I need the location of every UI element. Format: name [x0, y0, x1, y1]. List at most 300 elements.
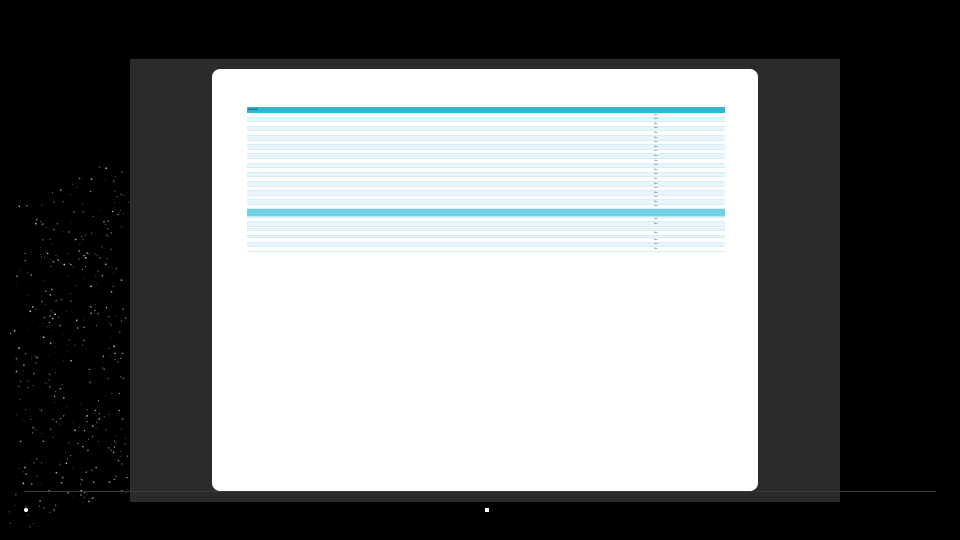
star-particle: [50, 343, 52, 345]
table-body-upper: [247, 113, 725, 209]
star-particle: [73, 496, 74, 497]
star-particle: [84, 327, 85, 328]
star-particle: [39, 409, 40, 410]
star-particle: [30, 460, 31, 461]
star-particle: [92, 497, 93, 498]
star-particle: [30, 274, 32, 276]
star-particle: [23, 419, 24, 420]
star-particle: [107, 228, 108, 229]
star-particle: [95, 410, 96, 411]
star-particle: [95, 467, 96, 468]
star-particle: [83, 211, 84, 212]
document-page: [212, 69, 758, 491]
star-particle: [119, 332, 120, 333]
star-particle: [97, 271, 98, 272]
status-cell: Yes: [653, 204, 725, 209]
star-particle: [96, 422, 97, 423]
star-particle: [40, 247, 41, 248]
status-cell: Yes: [653, 131, 725, 136]
star-particle: [39, 500, 41, 502]
star-particle: [67, 345, 68, 346]
star-particle: [41, 485, 42, 486]
star-particle: [25, 260, 26, 261]
star-particle: [73, 210, 74, 211]
star-particle: [113, 320, 114, 321]
star-particle: [92, 436, 93, 437]
star-particle: [27, 272, 28, 273]
star-particle: [123, 195, 124, 196]
star-particle: [66, 350, 67, 351]
star-particle: [106, 307, 107, 308]
star-particle: [35, 223, 37, 225]
star-particle: [121, 320, 122, 321]
star-particle: [36, 219, 38, 221]
star-particle: [61, 299, 62, 300]
star-particle: [74, 345, 75, 346]
star-particle: [53, 261, 55, 263]
star-particle: [51, 330, 52, 331]
star-particle: [101, 373, 102, 374]
star-particle: [79, 426, 80, 427]
star-particle: [19, 399, 20, 400]
star-particle: [23, 471, 24, 472]
star-particle: [55, 255, 56, 256]
star-particle: [63, 360, 64, 361]
star-particle: [73, 212, 75, 214]
star-particle: [86, 415, 88, 417]
star-particle: [109, 414, 110, 415]
slide-frame: [130, 59, 840, 502]
star-particle: [75, 239, 77, 241]
star-particle: [56, 472, 58, 474]
star-particle: [117, 361, 119, 363]
star-particle: [105, 167, 107, 169]
star-particle: [33, 373, 34, 374]
star-particle: [80, 451, 81, 452]
star-particle: [98, 441, 99, 442]
star-particle: [45, 304, 46, 305]
service-cell: [247, 247, 365, 252]
star-particle: [43, 336, 44, 337]
star-particle: [86, 409, 87, 410]
star-particle: [120, 194, 122, 196]
status-cell: Yes: [653, 200, 725, 205]
status-cell: Yes: [653, 186, 725, 191]
star-particle: [66, 463, 68, 465]
star-particle: [35, 356, 36, 357]
star-particle: [14, 330, 16, 332]
star-particle: [44, 382, 45, 383]
star-particle: [28, 295, 29, 296]
star-particle: [82, 269, 83, 270]
star-particle: [74, 412, 75, 413]
star-particle: [90, 191, 91, 192]
star-particle: [61, 263, 62, 264]
star-particle: [80, 484, 81, 485]
star-particle: [55, 372, 56, 373]
star-particle: [47, 326, 48, 327]
star-particle: [115, 475, 117, 477]
star-particle: [88, 501, 90, 503]
star-particle: [95, 304, 96, 305]
star-particle: [66, 356, 67, 357]
star-particle: [33, 462, 34, 463]
star-particle: [83, 320, 84, 321]
star-particle: [117, 214, 119, 216]
star-particle: [107, 258, 109, 260]
star-particle: [121, 279, 123, 281]
star-particle: [76, 320, 78, 322]
star-particle: [105, 429, 106, 430]
star-particle: [63, 415, 64, 416]
star-particle: [125, 493, 126, 494]
star-particle: [54, 313, 56, 315]
star-particle: [10, 333, 11, 334]
star-particle: [123, 378, 125, 380]
star-particle: [84, 497, 85, 498]
star-particle: [90, 312, 92, 314]
star-particle: [52, 318, 54, 320]
star-particle: [97, 255, 98, 256]
star-particle: [51, 259, 52, 260]
star-particle: [106, 395, 107, 396]
star-particle: [96, 428, 97, 429]
star-particle: [108, 447, 110, 449]
star-particle: [75, 230, 76, 231]
star-particle: [25, 353, 26, 354]
slide-indicator-square[interactable]: [485, 508, 489, 512]
star-particle: [95, 276, 96, 277]
star-particle: [45, 430, 46, 431]
star-particle: [68, 442, 69, 443]
star-particle: [31, 483, 33, 485]
star-particle: [121, 463, 122, 464]
star-particle: [79, 178, 80, 179]
star-particle: [48, 379, 49, 380]
star-particle: [25, 473, 26, 474]
section-band-label: [247, 209, 725, 216]
star-particle: [23, 482, 25, 484]
status-cell: Yes: [653, 168, 725, 173]
star-particle: [98, 313, 99, 314]
star-particle: [77, 187, 78, 188]
star-particle: [84, 340, 85, 341]
star-particle: [68, 231, 70, 233]
star-particle: [23, 325, 24, 326]
star-particle: [63, 231, 64, 232]
star-particle: [41, 410, 43, 412]
star-particle: [55, 270, 56, 271]
star-particle: [62, 384, 63, 385]
star-particle: [116, 436, 117, 437]
star-particle: [54, 202, 55, 203]
star-particle: [113, 286, 114, 287]
star-particle: [57, 259, 58, 260]
star-particle: [52, 311, 53, 312]
star-particle: [81, 479, 82, 480]
star-particle: [49, 322, 50, 323]
star-particle: [46, 252, 47, 253]
star-particle: [115, 442, 116, 443]
status-cell: Yes: [653, 135, 725, 140]
star-particle: [29, 311, 31, 313]
star-particle: [44, 258, 45, 259]
star-particle: [16, 282, 17, 283]
star-particle: [82, 502, 83, 503]
star-particle: [99, 418, 101, 420]
status-cell: Yes: [653, 122, 725, 127]
star-particle: [16, 371, 17, 372]
star-particle: [91, 232, 92, 233]
star-particle: [19, 270, 20, 271]
star-particle: [35, 429, 36, 430]
star-particle: [41, 301, 43, 303]
star-particle: [111, 284, 112, 285]
star-particle: [108, 378, 109, 379]
star-particle: [83, 239, 84, 240]
star-particle: [36, 476, 37, 477]
star-particle: [115, 353, 116, 354]
star-particle: [31, 251, 32, 252]
star-particle: [114, 191, 115, 192]
star-particle: [106, 180, 107, 181]
star-particle: [82, 446, 83, 447]
star-particle: [128, 192, 129, 193]
status-cell: Yes: [653, 145, 725, 150]
star-particle: [53, 419, 54, 420]
star-particle: [121, 226, 122, 227]
star-particle: [62, 477, 63, 478]
star-particle: [119, 393, 120, 394]
star-particle: [122, 353, 124, 355]
star-particle: [55, 421, 57, 423]
star-particle: [99, 257, 100, 258]
star-particle: [25, 253, 26, 254]
star-particle: [103, 362, 104, 363]
star-particle: [70, 293, 71, 294]
star-particle: [77, 327, 78, 328]
status-cell: Yes: [653, 163, 725, 168]
star-particle: [98, 293, 99, 294]
table-row: [247, 247, 725, 252]
status-cell: Yes: [653, 149, 725, 154]
star-particle: [59, 464, 60, 465]
star-particle: [102, 367, 103, 368]
star-particle: [53, 437, 54, 438]
star-particle: [82, 204, 83, 205]
star-particle: [52, 192, 53, 193]
status-cell: Yes: [653, 222, 725, 227]
star-particle: [25, 421, 26, 422]
star-particle: [16, 275, 18, 277]
status-cell: Yes: [653, 191, 725, 196]
star-particle: [111, 356, 112, 357]
star-particle: [110, 232, 112, 234]
star-particle: [110, 450, 112, 452]
star-particle: [127, 489, 128, 490]
status-cell: Yes: [653, 242, 725, 247]
star-particle: [48, 354, 49, 355]
star-particle: [58, 317, 59, 318]
star-particle: [70, 300, 72, 302]
star-particle: [121, 429, 122, 430]
star-particle: [42, 323, 43, 324]
star-particle: [61, 482, 63, 484]
star-particle: [113, 181, 115, 183]
star-particle: [123, 213, 124, 214]
star-particle: [119, 410, 120, 411]
star-particle: [23, 365, 24, 366]
star-particle: [120, 376, 122, 378]
star-particle: [49, 373, 51, 375]
star-particle: [94, 310, 95, 311]
star-particle: [41, 256, 42, 257]
star-particle: [43, 336, 45, 338]
star-particle: [99, 167, 100, 168]
star-particle: [51, 243, 52, 244]
star-particle: [45, 454, 46, 455]
star-particle: [57, 223, 58, 224]
star-particle: [26, 205, 27, 206]
star-particle: [72, 398, 73, 399]
star-particle: [25, 409, 26, 410]
star-particle: [109, 481, 111, 483]
star-particle: [32, 432, 33, 433]
table-cell: [365, 247, 461, 252]
header-cell: SERVICE: [247, 107, 365, 113]
star-particle: [83, 279, 84, 280]
star-particle: [103, 221, 104, 222]
star-particle: [91, 286, 92, 287]
star-particle: [70, 222, 71, 223]
star-particle: [41, 205, 42, 206]
star-particle: [96, 422, 97, 423]
star-particle: [113, 452, 115, 454]
star-particle: [113, 272, 114, 273]
status-cell: Yes: [653, 117, 725, 122]
star-particle: [40, 254, 41, 255]
star-particle: [91, 469, 93, 471]
star-particle: [51, 289, 53, 291]
star-particle: [114, 475, 115, 476]
star-particle: [114, 479, 116, 481]
star-particle: [50, 265, 51, 266]
star-particle: [46, 383, 47, 384]
star-particle: [89, 369, 90, 370]
star-particle: [101, 246, 103, 248]
star-particle: [80, 404, 81, 405]
star-particle: [28, 280, 29, 281]
star-particle: [33, 320, 34, 321]
status-cell: Yes: [653, 217, 725, 222]
status-cell: Yes: [653, 113, 725, 117]
star-particle: [50, 429, 51, 430]
slide-indicator-dot[interactable]: [24, 508, 28, 512]
star-particle: [49, 294, 51, 296]
star-particle: [114, 441, 115, 442]
star-particle: [105, 263, 107, 265]
star-particle: [58, 260, 60, 262]
star-particle: [42, 223, 44, 225]
star-particle: [92, 425, 94, 427]
star-particle: [68, 253, 69, 254]
star-particle: [16, 414, 17, 415]
status-cell: Yes: [653, 247, 725, 252]
star-particle: [72, 468, 73, 469]
star-particle: [91, 300, 92, 301]
star-particle: [60, 189, 62, 191]
star-particle: [60, 418, 61, 419]
star-particle: [70, 194, 71, 195]
star-particle: [96, 284, 97, 285]
star-particle: [78, 258, 79, 259]
timeline-rule: [24, 491, 936, 492]
star-particle: [59, 424, 60, 425]
star-particle: [75, 430, 76, 431]
star-particle: [94, 253, 96, 255]
star-particle: [30, 526, 31, 527]
star-particle: [60, 388, 61, 389]
star-particle: [111, 291, 113, 293]
star-particle: [115, 176, 116, 177]
star-particle: [49, 386, 51, 388]
star-particle: [27, 328, 28, 329]
star-particle: [73, 422, 74, 423]
star-particle: [109, 323, 110, 324]
star-particle: [42, 497, 43, 498]
star-particle: [54, 396, 55, 397]
star-particle: [63, 264, 65, 266]
star-particle: [77, 443, 78, 444]
star-particle: [70, 264, 72, 266]
star-particle: [28, 387, 29, 388]
star-particle: [67, 458, 68, 459]
star-particle: [36, 309, 37, 310]
star-particle: [36, 458, 37, 459]
star-particle: [18, 386, 19, 387]
star-particle: [55, 505, 56, 506]
star-particle: [27, 380, 28, 381]
star-particle: [126, 477, 127, 478]
star-particle: [69, 339, 71, 341]
star-particle: [37, 526, 38, 527]
star-particle: [114, 203, 115, 204]
star-particle: [36, 357, 38, 359]
star-particle: [62, 334, 63, 335]
star-particle: [46, 227, 47, 228]
star-particle: [15, 483, 16, 484]
star-particle: [40, 221, 41, 222]
star-particle: [105, 224, 106, 225]
star-particle: [86, 348, 87, 349]
star-particle: [101, 238, 102, 239]
star-particle: [121, 451, 122, 452]
star-particle: [82, 345, 83, 346]
star-particle: [54, 346, 55, 347]
star-particle: [42, 239, 43, 240]
star-particle: [107, 235, 108, 236]
star-particle: [120, 456, 121, 457]
status-cell: Yes: [653, 177, 725, 182]
star-particle: [20, 381, 21, 382]
star-particle: [116, 268, 117, 269]
star-particle: [43, 280, 44, 281]
star-particle: [63, 397, 65, 399]
star-particle: [50, 310, 52, 312]
status-cell: Yes: [653, 154, 725, 159]
star-particle: [127, 456, 128, 457]
star-particle: [102, 275, 104, 277]
